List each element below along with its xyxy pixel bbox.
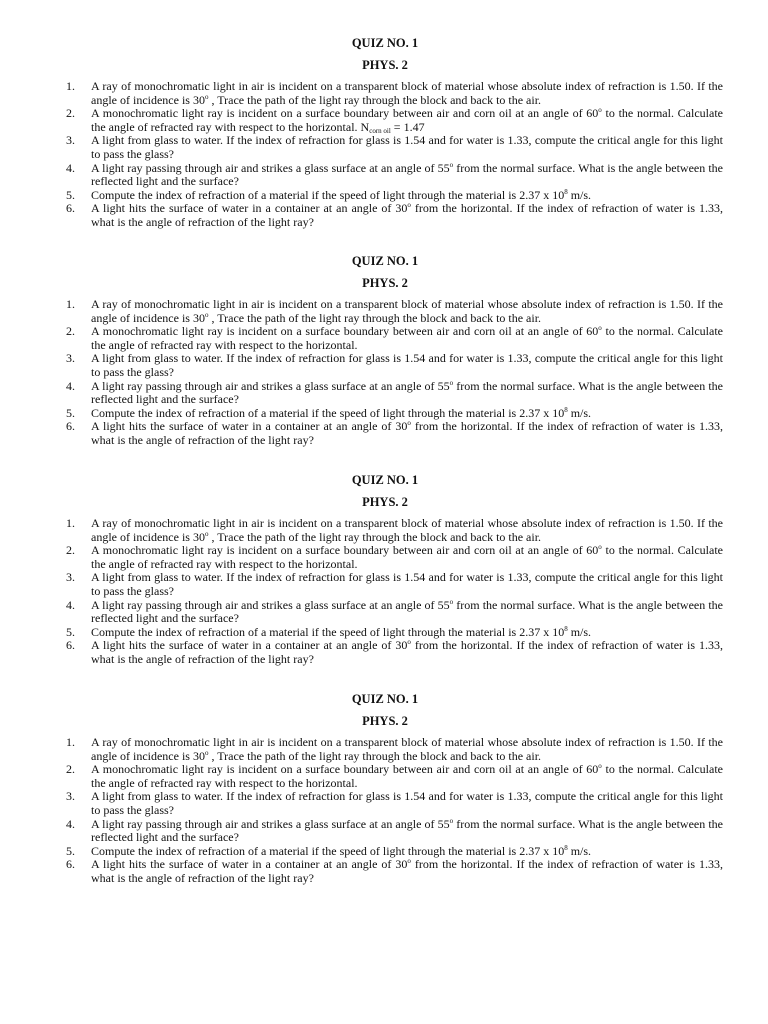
- question-number: 4.: [66, 378, 75, 393]
- question-list: [0, 80, 768, 230]
- question-number: 1.: [66, 79, 75, 93]
- question-5: 5. Compute the index of refraction of a material if the speed of light through the material is 2.37 x $10^8$ m/s.: [66, 843, 592, 858]
- quiz-block-3: [0, 473, 768, 667]
- quiz-title: QUIZ NO. 1: [351, 36, 419, 50]
- question-4: 4. A light ray passing through air and strikes a glass surface at an angle of 55$^o$ from the normal surface. What is the angle between the reflected light and the surface?: [66, 816, 723, 845]
- question-number: 2.: [66, 543, 75, 558]
- question-5: 5. Compute the index of refraction of a material if the speed of light through the material is 2.37 x $10^8$ m/s.: [66, 405, 592, 420]
- question-number: 1.: [66, 516, 75, 530]
- quiz-block-1: [0, 36, 768, 230]
- question-number: 5.: [66, 624, 75, 639]
- question-number: 6.: [66, 201, 75, 216]
- question-number: 5.: [66, 405, 75, 420]
- question-number: 2.: [66, 762, 75, 777]
- question-4: 4. A light ray passing through air and strikes a glass surface at an angle of 55$^o$ from the normal surface. What is the angle between the reflected light and the surface?: [66, 378, 723, 407]
- quiz-block-2: [0, 254, 768, 448]
- question-number: 3.: [66, 570, 75, 585]
- question-1: 1. A ray of monochromatic light in air is incident on a transparent block of material whose absolute index of refraction is 1.50. If the angle of incidence is 30$^o$ , Trace the path of the light ray through the block and back to the air.: [66, 735, 723, 763]
- question-number: 2.: [66, 324, 75, 339]
- question-number: 5.: [66, 843, 75, 858]
- question-number: 6.: [66, 857, 75, 872]
- quiz-subtitle: PHYS. 2: [362, 276, 408, 290]
- question-2: 2. A monochromatic light ray is incident on a surface boundary between air and corn oil at an angle of 60$^o$ to the normal. Calculate the angle of refracted ray with respect to the horizontal.: [66, 543, 723, 571]
- question-1: 1. A ray of monochromatic light in air is incident on a transparent block of material whose absolute index of refraction is 1.50. If the angle of incidence is 30$^o$ , Trace the path of the light ray through the block and back to the air.: [66, 516, 723, 544]
- question-list: [0, 736, 768, 886]
- question-3: 3. A light from glass to water. If the index of refraction for glass is 1.54 and for water is 1.33, compute the critical angle for this light to pass the glass?: [66, 789, 723, 817]
- question-1: 1. A ray of monochromatic light in air is incident on a transparent block of material whose absolute index of refraction is 1.50. If the angle of incidence is 30$^o$ , Trace the path of the light ray through the block and back to the air.: [66, 297, 723, 325]
- question-4: 4. A light ray passing through air and strikes a glass surface at an angle of 55$^o$ from the normal surface. What is the angle between the reflected light and the surface?: [66, 597, 723, 626]
- question-2: 2. A monochromatic light ray is incident on a surface boundary between air and corn oil at an angle of 60$^o$ to the normal. Calculate the angle of refracted ray with respect to the horizontal.: [66, 762, 723, 790]
- question-number: 1.: [66, 735, 75, 749]
- question-1: 1. A ray of monochromatic light in air is incident on a transparent block of material whose absolute index of refraction is 1.50. If the angle of incidence is 30$^o$ , Trace the path of the light ray through the block and back to the air.: [66, 79, 723, 107]
- question-list: [0, 517, 768, 667]
- question-3: 3. A light from glass to water. If the index of refraction for glass is 1.54 and for water is 1.33, compute the critical angle for this light to pass the glass?: [66, 570, 723, 598]
- question-6: 6. A light hits the surface of water in a container at an angle of 30$^o$ from the horizontal. If the index of refraction of water is 1.33, what is the angle of refraction of the light ray?: [66, 857, 723, 885]
- question-number: 3.: [66, 351, 75, 366]
- question-number: 4.: [66, 816, 75, 831]
- question-5: 5. Compute the index of refraction of a material if the speed of light through the material is 2.37 x $10^8$ m/s.: [66, 187, 592, 202]
- question-number: 3.: [66, 133, 75, 148]
- question-number: 4.: [66, 597, 75, 612]
- question-number: 2.: [66, 106, 75, 121]
- quiz-title: QUIZ NO. 1: [351, 254, 419, 268]
- question-6: 6. A light hits the surface of water in a container at an angle of 30$^o$ from the horizontal. If the index of refraction of water is 1.33, what is the angle of refraction of the light ray?: [66, 638, 723, 666]
- question-list: [0, 298, 768, 448]
- question-6: 6. A light hits the surface of water in a container at an angle of 30$^o$ from the horizontal. If the index of refraction of water is 1.33, what is the angle of refraction of the light ray?: [66, 201, 723, 229]
- question-number: 6.: [66, 419, 75, 434]
- question-number: 4.: [66, 160, 75, 175]
- quiz-block-4: [0, 692, 768, 886]
- question-2: 2. A monochromatic light ray is incident on a surface boundary between air and corn oil at an angle of 60$^o$ to the normal. Calculate the angle of refracted ray with respect to the horizontal.: [66, 324, 723, 352]
- quiz-title: QUIZ NO. 1: [351, 473, 419, 487]
- question-4: 4. A light ray passing through air and strikes a glass surface at an angle of 55$^o$ from the normal surface. What is the angle between the reflected light and the surface?: [66, 160, 723, 189]
- quiz-subtitle: PHYS. 2: [362, 714, 408, 728]
- quiz-subtitle: PHYS. 2: [362, 495, 408, 509]
- question-5: 5. Compute the index of refraction of a material if the speed of light through the material is 2.37 x $10^8$ m/s.: [66, 624, 592, 639]
- question-number: 1.: [66, 297, 75, 311]
- question-number: 3.: [66, 789, 75, 804]
- quiz-title: QUIZ NO. 1: [351, 692, 419, 706]
- question-3: 3. A light from glass to water. If the index of refraction for glass is 1.54 and for water is 1.33, compute the critical angle for this light to pass the glass?: [66, 351, 723, 379]
- question-2: 2. A monochromatic light ray is incident on a surface boundary between air and corn oil at an angle of 60$^o$ to the normal. Calculate the angle of refracted ray with respect to the horizontal. $N_{corn oil} = 1.47$: [66, 106, 723, 135]
- question-number: 5.: [66, 187, 75, 202]
- quiz-subtitle: PHYS. 2: [362, 58, 408, 72]
- question-number: 6.: [66, 638, 75, 653]
- question-6: 6. A light hits the surface of water in a container at an angle of 30$^o$ from the horizontal. If the index of refraction of water is 1.33, what is the angle of refraction of the light ray?: [66, 419, 723, 447]
- question-3: 3. A light from glass to water. If the index of refraction for glass is 1.54 and for water is 1.33, compute the critical angle for this light to pass the glass?: [66, 133, 723, 161]
